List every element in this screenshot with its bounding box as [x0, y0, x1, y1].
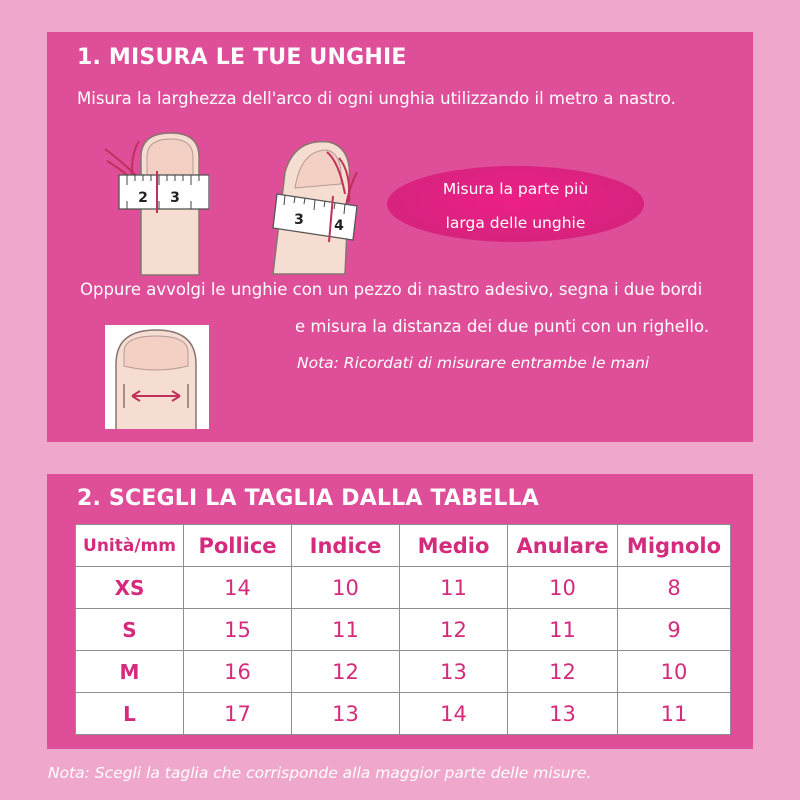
table-cell: 11 — [508, 609, 618, 651]
column-header: Pollice — [184, 525, 292, 567]
table-cell: 11 — [292, 609, 400, 651]
callout-oval — [387, 166, 644, 242]
column-header: Unità/mm — [76, 525, 184, 567]
tape-number: 3 — [170, 190, 180, 206]
table-cell: 11 — [400, 567, 508, 609]
callout-line: Misura la parte più — [442, 180, 589, 198]
table-cell: 10 — [292, 567, 400, 609]
table-row — [76, 651, 731, 693]
size-cell: XS — [76, 567, 184, 609]
tape-number: 3 — [294, 212, 304, 228]
table-cell: 14 — [184, 567, 292, 609]
size-table — [75, 524, 731, 735]
table-header-row — [76, 525, 731, 567]
table-cell: 12 — [292, 651, 400, 693]
table-cell: 12 — [400, 609, 508, 651]
nail-width-illustration — [104, 324, 210, 430]
finger-tape-front-illustration — [99, 127, 209, 277]
table-row — [76, 567, 731, 609]
table-cell: 16 — [184, 651, 292, 693]
alternative-method-text: e misura la distanza dei due punti con un righello. — [295, 317, 710, 336]
table-cell: 17 — [184, 693, 292, 735]
table-cell: 13 — [292, 693, 400, 735]
table-cell: 9 — [618, 609, 731, 651]
callout-line: larga delle unghie — [445, 214, 586, 232]
table-cell: 10 — [508, 567, 618, 609]
alternative-method-text: Oppure avvolgi le unghie con un pezzo di nastro adesivo, segna i due bordi — [80, 280, 703, 299]
section-title: 2. SCEGLI LA TAGLIA DALLA TABELLA — [77, 486, 540, 511]
table-cell: 14 — [400, 693, 508, 735]
table-cell: 11 — [618, 693, 731, 735]
section-title: 1. MISURA LE TUE UNGHIE — [77, 45, 407, 70]
size-table-panel — [47, 474, 753, 749]
table-row — [76, 693, 731, 735]
column-header: Anulare — [508, 525, 618, 567]
column-header: Medio — [400, 525, 508, 567]
measure-panel — [47, 32, 753, 442]
table-cell: 15 — [184, 609, 292, 651]
table-row — [76, 609, 731, 651]
size-cell: S — [76, 609, 184, 651]
size-cell: M — [76, 651, 184, 693]
table-cell: 10 — [618, 651, 731, 693]
column-header: Mignolo — [618, 525, 731, 567]
column-header: Indice — [292, 525, 400, 567]
table-cell: 13 — [400, 651, 508, 693]
tape-number: 2 — [138, 190, 148, 206]
intro-text: Misura la larghezza dell'arco di ogni unghia utilizzando il metro a nastro. — [77, 89, 676, 108]
table-cell: 8 — [618, 567, 731, 609]
footnote-text: Nota: Scegli la taglia che corrisponde alla maggior parte delle misure. — [48, 764, 592, 782]
tape-number: 4 — [334, 218, 344, 234]
note-text: Nota: Ricordati di misurare entrambe le mani — [297, 354, 650, 372]
finger-tape-side-illustration — [255, 132, 375, 277]
table-cell: 13 — [508, 693, 618, 735]
size-cell: L — [76, 693, 184, 735]
table-cell: 12 — [508, 651, 618, 693]
